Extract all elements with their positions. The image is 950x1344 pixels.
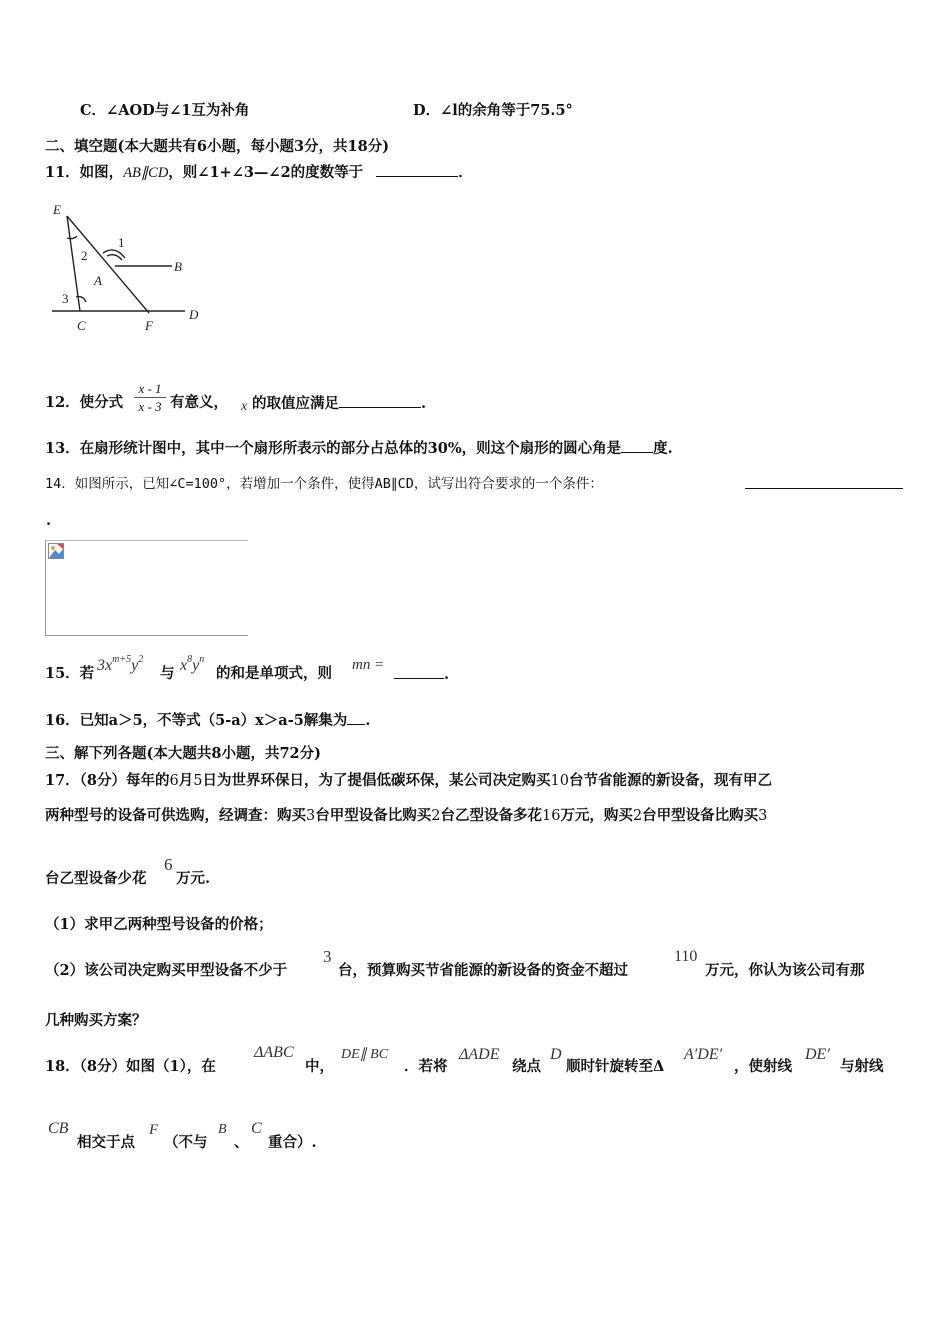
q15-term2-y: y — [192, 657, 200, 674]
q17-l1-num5: 5 — [193, 773, 203, 789]
q18-d: 绕点 — [512, 1058, 541, 1075]
question-12-prefix: 12．使分式 — [45, 394, 124, 411]
q17-l2-e: 台甲型设备比购买 — [642, 807, 759, 824]
option-c: C．∠AOD与∠1互为补角 — [80, 102, 250, 119]
q13-end: 度. — [653, 440, 673, 457]
q17-line-3b: 万元. — [176, 870, 211, 887]
q17-l1-a: 17．（8分）每年的 — [45, 772, 170, 789]
q17-l1-d: 台节省能源的新设备，现有甲乙 — [568, 772, 772, 789]
q16-answer-blank[interactable] — [347, 710, 365, 725]
q18-pt-b: B — [218, 1122, 227, 1137]
q15-term2-base: x — [180, 657, 188, 674]
section-3-header: 三、解下列各题(本大题共8小题，共72分) — [45, 745, 321, 762]
label-a: A — [94, 273, 102, 288]
q13-answer-blank[interactable] — [621, 438, 653, 453]
q18-c: ．若将 — [404, 1058, 448, 1075]
q18-de-bc: DE∥ BC — [341, 1047, 389, 1062]
q11-ab-cd: AB∥CD — [123, 165, 169, 181]
q14-text: 14．如图所示，已知∠C=100°，若增加一个条件，使得AB∥CD，试写出符合要求的一个条件： — [45, 476, 603, 492]
broken-image-icon — [48, 543, 64, 559]
label-3: 3 — [62, 291, 69, 306]
label-d: D — [189, 307, 199, 322]
q18-h: 相交于点 — [77, 1134, 135, 1151]
q17-l1-c: 日为世界环保日，为了提倡低碳环保，某公司决定购买 — [202, 772, 551, 789]
label-e: E — [53, 202, 61, 217]
label-b: B — [174, 259, 182, 274]
q17-l2-d: 万元，购买 — [560, 807, 633, 824]
q15-term1-exp: m+5 — [112, 654, 132, 665]
q15-answer-blank[interactable] — [394, 664, 444, 679]
q18-i: （不与 — [164, 1134, 208, 1151]
question-14 — [45, 474, 603, 494]
angle-1-arc-a — [107, 255, 122, 260]
q18-tri-abc: ΔABC — [254, 1044, 294, 1061]
q12-suffix: 的取值应满足 — [252, 395, 339, 412]
q18-e: 顺时针旋转至Δ — [566, 1058, 665, 1075]
q11-prefix: 11．如图， — [45, 164, 124, 181]
question-13 — [45, 438, 673, 459]
q18-tri-ade2: A′DE′ — [684, 1046, 723, 1063]
q11-figure — [45, 198, 215, 338]
label-2: 2 — [81, 248, 88, 263]
q18-b: 中， — [305, 1058, 334, 1075]
q17-l1-num6: 6 — [169, 773, 179, 789]
q12-fraction — [130, 381, 170, 414]
q17-line-2 — [45, 806, 767, 826]
q11-end: ． — [458, 164, 473, 181]
q18-k: 重合）. — [268, 1134, 317, 1151]
q17-l1-b: 月 — [178, 772, 194, 789]
q15-term2-y-exp: n — [199, 654, 205, 665]
q12-end: . — [421, 395, 427, 412]
line-ef — [67, 216, 149, 313]
q17-part-2a: （2）该公司决定购买甲型设备不少于 — [45, 962, 288, 979]
q18-g: 与射线 — [840, 1058, 884, 1075]
q15-with: 与 — [160, 665, 175, 682]
label-1: 1 — [118, 235, 125, 250]
q15-term1-y: y — [131, 657, 139, 674]
q15-prefix: 15．若 — [45, 665, 95, 682]
q16-text: 16．已知a＞5，不等式（5-a）x＞a-5解集为 — [45, 712, 348, 729]
q18-tri-ade: ΔADE — [459, 1046, 500, 1063]
q17-line-1 — [45, 771, 772, 791]
q17-part-2-line2: 几种购买方案？ — [45, 1012, 147, 1029]
q17-line-3-num: 6 — [164, 855, 173, 874]
q15-term1-y-exp: 2 — [138, 654, 144, 665]
q15-term2 — [180, 654, 204, 675]
q18-pt-d: D — [550, 1046, 562, 1063]
q18-f: ，使射线 — [734, 1058, 792, 1075]
q14-figure-placeholder — [45, 540, 248, 636]
q18-a: 18．（8分）如图（1），在 — [45, 1058, 216, 1075]
q16-end: . — [365, 712, 371, 729]
question-16 — [45, 710, 370, 731]
q12-var: x — [241, 399, 248, 414]
q15-end: . — [444, 666, 450, 683]
q12-suffix-row — [252, 393, 426, 414]
q17-l2-c: 台乙型设备多花 — [440, 807, 542, 824]
q17-l2-b: 台甲型设备比购买 — [315, 807, 432, 824]
option-d: D．∠l的余角等于75.5° — [413, 102, 573, 119]
q18-j: 、 — [234, 1134, 249, 1151]
q17-l2-a: 两种型号的设备可供选购，经调查：购买 — [45, 807, 306, 824]
q17-part-2c: 万元，你认为该公司有那 — [705, 962, 865, 979]
q18-pt-c: C — [251, 1120, 262, 1137]
q14-answer-blank[interactable] — [745, 474, 903, 489]
q14-dot: . — [46, 512, 52, 529]
label-f: F — [145, 318, 153, 333]
q17-part-2b: 台，预算购买节省能源的新设备的资金不超过 — [338, 962, 628, 979]
q11-answer-blank[interactable] — [376, 162, 458, 177]
q18-pt-f: F — [149, 1122, 159, 1138]
q17-l2-num3b: 3 — [758, 808, 768, 824]
angle-2-arc — [67, 236, 77, 239]
q18-de2: DE′ — [805, 1046, 830, 1063]
label-c: C — [77, 318, 86, 333]
question-11 — [45, 162, 473, 183]
q15-term2-exp: 8 — [187, 654, 193, 665]
q15-mn: mn = — [352, 657, 385, 673]
q17-line-3a: 台乙型设备少花 — [45, 870, 147, 887]
q18-cb: CB — [48, 1120, 69, 1137]
q12-mid: 有意义， — [170, 394, 228, 411]
q15-mid: 的和是单项式，则 — [216, 665, 332, 682]
q17-l2-num3: 3 — [306, 808, 316, 824]
q15-blank-row — [394, 664, 449, 685]
q12-numerator: x - 1 — [138, 381, 162, 396]
q15-term1-base: 3x — [97, 657, 113, 674]
q12-answer-blank[interactable] — [339, 393, 421, 408]
q17-l2-num2: 2 — [431, 808, 441, 824]
q17-l2-num16: 16 — [541, 808, 561, 824]
q13-text: 13．在扇形统计图中，其中一个扇形所表示的部分占总体的30%，则这个扇形的圆心角是 — [45, 440, 622, 457]
angle-1-arc-b — [103, 250, 125, 258]
q12-denominator: x - 3 — [138, 399, 162, 414]
q17-part-1: （1）求甲乙两种型号设备的价格； — [45, 916, 273, 933]
q15-term1 — [97, 654, 143, 675]
q17-part-2-num2: 110 — [674, 948, 698, 965]
q17-l1-num10: 10 — [550, 773, 569, 789]
q11-text: ，则∠1+∠3—∠2的度数等于 — [168, 164, 364, 181]
section-2-header: 二、填空题(本大题共有6小题，每小题3分，共18分) — [45, 138, 390, 155]
angle-3-arc — [76, 297, 86, 302]
q17-part-2-num1: 3 — [323, 947, 332, 966]
q17-l2-num2b: 2 — [632, 808, 643, 824]
